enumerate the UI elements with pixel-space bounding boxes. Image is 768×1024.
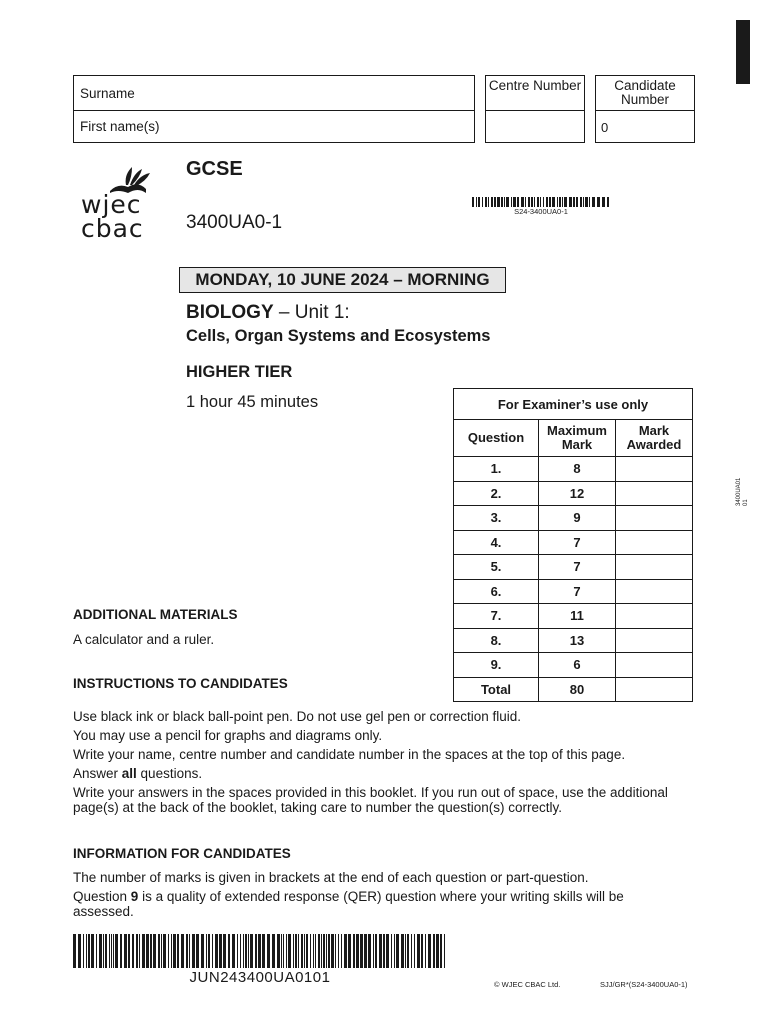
examiner-table-row <box>454 555 693 580</box>
barcode-bar <box>375 934 377 968</box>
barcode-bar <box>583 197 584 207</box>
barcode-bar <box>304 934 305 968</box>
barcode-bar <box>607 197 609 207</box>
barcode-bar <box>124 934 127 968</box>
instruction-line: Use black ink or black ball-point pen. Do not use gel pen or correction fluid. <box>73 709 521 724</box>
subject-unit: – Unit 1: <box>273 302 350 323</box>
barcode-bar <box>153 934 156 968</box>
barcode-bar <box>91 934 94 968</box>
total-label: Total <box>454 677 539 701</box>
mark-awarded-cell[interactable] <box>616 481 693 506</box>
barcode-bar <box>373 934 374 968</box>
information-line: The number of marks is given in brackets at the end of each question or part-question. <box>73 870 589 885</box>
barcode-bar <box>232 934 235 968</box>
barcode-bar <box>315 934 316 968</box>
barcode-bar <box>277 934 280 968</box>
exam-date: MONDAY, 10 JUNE 2024 – MORNING <box>179 267 506 293</box>
maximum-mark: 7 <box>539 555 616 580</box>
barcode-bar <box>201 934 204 968</box>
barcode-large <box>73 934 447 968</box>
centre-number-box <box>485 75 585 143</box>
barcode-bar <box>301 934 303 968</box>
barcode-bar <box>517 197 519 207</box>
barcode-bar <box>215 934 218 968</box>
barcode-bar <box>602 197 605 207</box>
barcode-bar <box>394 934 395 968</box>
maximum-mark: 7 <box>539 579 616 604</box>
question-number: 2. <box>454 481 539 506</box>
barcode-bar <box>368 934 371 968</box>
barcode-bar <box>139 934 140 968</box>
barcode-bar <box>313 934 314 968</box>
information-list <box>73 870 673 923</box>
barcode-bar <box>537 197 539 207</box>
instruction-line: You may use a pencil for graphs and diagrams only. <box>73 728 383 743</box>
paper-reference: SJJ/GR*(S24-3400UA0-1) <box>600 980 688 989</box>
tier: HIGHER TIER <box>186 363 293 381</box>
barcode-small-text: S24-3400UA0-1 <box>514 207 568 216</box>
mark-awarded-cell[interactable] <box>616 457 693 482</box>
barcode-bar <box>411 934 412 968</box>
question-number: 6. <box>454 579 539 604</box>
information-line: Question 9 is a quality of extended response (QER) question where your writing skills will be assessed. <box>73 889 624 919</box>
surname-field[interactable] <box>74 76 474 111</box>
barcode-bar <box>488 197 489 207</box>
total-max-mark: 80 <box>539 677 616 701</box>
barcode-bar <box>485 197 487 207</box>
barcode-bar <box>338 934 339 968</box>
barcode-bar <box>99 934 102 968</box>
maximum-mark: 11 <box>539 604 616 629</box>
barcode-bar <box>353 934 355 968</box>
examiner-table-row <box>454 530 693 555</box>
barcode-bar <box>86 934 87 968</box>
mark-awarded-cell[interactable] <box>616 506 693 531</box>
question-number: 5. <box>454 555 539 580</box>
additional-materials-text: A calculator and a ruler. <box>73 632 215 647</box>
paper-code: 3400UA0-1 <box>186 212 283 233</box>
barcode-bar <box>171 934 172 968</box>
barcode-bar <box>589 197 590 207</box>
centre-number-label: Centre Number <box>486 76 584 111</box>
subject-subtitle: Cells, Organ Systems and Ecosystems <box>186 327 491 345</box>
barcode-bar <box>115 934 118 968</box>
barcode-bar <box>208 934 210 968</box>
mark-awarded-cell[interactable] <box>616 628 693 653</box>
barcode-bar <box>557 197 558 207</box>
barcode-bar <box>258 934 261 968</box>
barcode-bar <box>379 934 382 968</box>
barcode-bar <box>293 934 294 968</box>
barcode-bar <box>506 197 509 207</box>
barcode-bar <box>546 197 548 207</box>
barcode-bar <box>592 197 595 207</box>
examiner-table-row <box>454 579 693 604</box>
barcode-bar <box>105 934 107 968</box>
barcode-bar <box>559 197 561 207</box>
instruction-line: Answer all questions. <box>73 766 203 781</box>
question-number: 3. <box>454 506 539 531</box>
barcode-bar <box>585 197 588 207</box>
side-code <box>726 470 756 510</box>
logo-text-wjec: wjec <box>81 190 142 219</box>
barcode-bar <box>386 934 389 968</box>
barcode-bar <box>573 197 575 207</box>
barcode-bar <box>272 934 275 968</box>
barcode-bar <box>306 934 308 968</box>
barcode-bar <box>288 934 291 968</box>
barcode-bar <box>88 934 90 968</box>
barcode-bar <box>444 934 445 968</box>
barcode-bar <box>407 934 409 968</box>
barcode-bar <box>521 197 524 207</box>
candidate-number-box <box>595 75 695 143</box>
maximum-mark: 8 <box>539 457 616 482</box>
maximum-mark: 13 <box>539 628 616 653</box>
barcode-bar <box>396 934 399 968</box>
barcode-bar <box>267 934 270 968</box>
barcode-bar <box>310 934 311 968</box>
barcode-bar <box>189 934 190 968</box>
barcode-bar <box>433 934 435 968</box>
subject-name: BIOLOGY <box>186 302 274 323</box>
barcode-bar <box>482 197 483 207</box>
barcode-bar <box>181 934 184 968</box>
qualification-level: GCSE <box>186 158 243 180</box>
candidate-name-box <box>73 75 475 143</box>
barcode-small <box>472 197 610 207</box>
barcode-bar <box>540 197 541 207</box>
barcode-bar <box>168 934 169 968</box>
candidate-number-field[interactable]: 0 <box>601 120 609 135</box>
col-question: Question <box>454 420 539 457</box>
total-awarded-cell[interactable] <box>616 677 693 701</box>
barcode-bar <box>96 934 97 968</box>
barcode-bar <box>321 934 322 968</box>
barcode-bar <box>331 934 334 968</box>
barcode-bar <box>472 197 474 207</box>
subject-title <box>186 302 350 324</box>
question-number: 4. <box>454 530 539 555</box>
barcode-bar <box>491 197 493 207</box>
col-mark-awarded: Mark Awarded <box>616 420 693 457</box>
barcode-bar <box>173 934 176 968</box>
logo-text-cbac: cbac <box>81 214 144 243</box>
barcode-bar <box>132 934 134 968</box>
examiner-table-row <box>454 653 693 678</box>
barcode-bar <box>250 934 253 968</box>
examiner-table <box>453 388 693 702</box>
barcode-bar <box>513 197 516 207</box>
mark-awarded-cell[interactable] <box>616 604 693 629</box>
barcode-bar <box>401 934 404 968</box>
barcode-bar <box>206 934 207 968</box>
barcode-bar <box>281 934 282 968</box>
barcode-bar <box>323 934 325 968</box>
barcode-bar <box>476 197 477 207</box>
barcode-bar <box>113 934 114 968</box>
barcode-bar <box>562 197 563 207</box>
barcode-bar <box>549 197 551 207</box>
barcode-bar <box>83 934 84 968</box>
barcode-bar <box>328 934 330 968</box>
instruction-line: Write your answers in the spaces provided in this booklet. If you run out of space, use the additional page(s) at the back of the booklet, taking care to number the question(s) correctly. <box>73 785 668 815</box>
barcode-bar <box>192 934 195 968</box>
barcode-bar <box>576 197 578 207</box>
barcode-bar <box>525 197 526 207</box>
barcode-bar <box>425 934 426 968</box>
barcode-bar <box>228 934 230 968</box>
barcode-bar <box>414 934 415 968</box>
barcode-bar <box>243 934 244 968</box>
barcode-bar <box>356 934 359 968</box>
barcode-bar <box>335 934 336 968</box>
instruction-line: Write your name, centre number and candidate number in the spaces at the top of this page. <box>73 747 626 762</box>
barcode-bar <box>344 934 347 968</box>
barcode-bar <box>597 197 600 207</box>
barcode-bar <box>531 197 533 207</box>
barcode-bar <box>161 934 162 968</box>
instructions-heading: INSTRUCTIONS TO CANDIDATES <box>73 676 288 691</box>
mark-awarded-cell[interactable] <box>616 653 693 678</box>
question-number: 8. <box>454 628 539 653</box>
firstname-field[interactable] <box>74 111 474 143</box>
question-number: 9. <box>454 653 539 678</box>
question-number: 7. <box>454 604 539 629</box>
duration: 1 hour 45 minutes <box>186 393 319 411</box>
barcode-bar <box>163 934 166 968</box>
barcode-bar <box>146 934 149 968</box>
examiner-table-row <box>454 604 693 629</box>
information-heading: INFORMATION FOR CANDIDATES <box>73 846 291 861</box>
barcode-bar <box>421 934 423 968</box>
copyright: © WJEC CBAC Ltd. <box>494 980 561 989</box>
instructions-list <box>73 709 673 819</box>
barcode-bar <box>237 934 238 968</box>
barcode-bar <box>283 934 284 968</box>
barcode-bar <box>534 197 535 207</box>
barcode-bar <box>298 934 299 968</box>
barcode-bar <box>73 934 76 968</box>
barcode-bar <box>109 934 110 968</box>
barcode-bar <box>196 934 199 968</box>
barcode-bar <box>262 934 265 968</box>
barcode-bar <box>428 934 431 968</box>
barcode-bar <box>177 934 179 968</box>
barcode-bar <box>212 934 213 968</box>
barcode-bar <box>564 197 567 207</box>
barcode-bar <box>417 934 420 968</box>
barcode-bar <box>255 934 257 968</box>
barcode-bar <box>501 197 503 207</box>
wjec-logo <box>80 165 160 243</box>
barcode-bar <box>543 197 544 207</box>
barcode-bar <box>580 197 582 207</box>
maximum-mark: 9 <box>539 506 616 531</box>
examiner-table-row <box>454 506 693 531</box>
barcode-bar <box>103 934 104 968</box>
barcode-bar <box>136 934 138 968</box>
barcode-bar <box>552 197 555 207</box>
examiner-table-row <box>454 481 693 506</box>
barcode-bar <box>494 197 496 207</box>
barcode-bar <box>318 934 320 968</box>
barcode-bar <box>511 197 512 207</box>
barcode-bar <box>286 934 287 968</box>
barcode-bar <box>364 934 367 968</box>
barcode-bar <box>223 934 226 968</box>
barcode-bar <box>186 934 188 968</box>
col-max-mark: Maximum Mark <box>539 420 616 457</box>
barcode-bar <box>528 197 530 207</box>
examiner-table-total-row <box>454 677 693 701</box>
barcode-bar <box>158 934 160 968</box>
barcode-bar <box>240 934 241 968</box>
side-code-line2: 01 <box>743 499 749 506</box>
barcode-bar <box>219 934 222 968</box>
mark-awarded-cell[interactable] <box>616 555 693 580</box>
barcode-bar <box>405 934 406 968</box>
barcode-bar <box>326 934 327 968</box>
surname-label: Surname <box>80 86 135 101</box>
barcode-bar <box>360 934 363 968</box>
barcode-bar <box>128 934 130 968</box>
barcode-bar <box>150 934 152 968</box>
candidate-number-label: Candidate Number <box>596 76 694 111</box>
barcode-bar <box>341 934 342 968</box>
barcode-bar <box>436 934 439 968</box>
barcode-bar <box>78 934 81 968</box>
examiner-table-row <box>454 457 693 482</box>
barcode-bar <box>245 934 247 968</box>
barcode-bar <box>440 934 442 968</box>
maximum-mark: 12 <box>539 481 616 506</box>
firstname-label: First name(s) <box>80 119 160 134</box>
barcode-bar <box>120 934 122 968</box>
barcode-bar <box>111 934 112 968</box>
barcode-bar <box>383 934 385 968</box>
mark-awarded-cell[interactable] <box>616 579 693 604</box>
question-number: 1. <box>454 457 539 482</box>
registration-mark <box>736 20 750 84</box>
barcode-bar <box>497 197 500 207</box>
barcode-bar <box>248 934 249 968</box>
barcode-bar <box>504 197 505 207</box>
additional-materials-heading: ADDITIONAL MATERIALS <box>73 607 238 622</box>
barcode-bar <box>478 197 480 207</box>
side-code-line1: 3400UA01 <box>736 477 742 506</box>
barcode-bar <box>295 934 297 968</box>
barcode-large-text: JUN243400UA0101 <box>189 969 331 986</box>
maximum-mark: 7 <box>539 530 616 555</box>
examiner-table-row <box>454 628 693 653</box>
maximum-mark: 6 <box>539 653 616 678</box>
barcode-bar <box>391 934 392 968</box>
barcode-bar <box>142 934 145 968</box>
barcode-bar <box>569 197 572 207</box>
mark-awarded-cell[interactable] <box>616 530 693 555</box>
examiner-table-title: For Examiner’s use only <box>454 389 693 420</box>
barcode-bar <box>348 934 351 968</box>
